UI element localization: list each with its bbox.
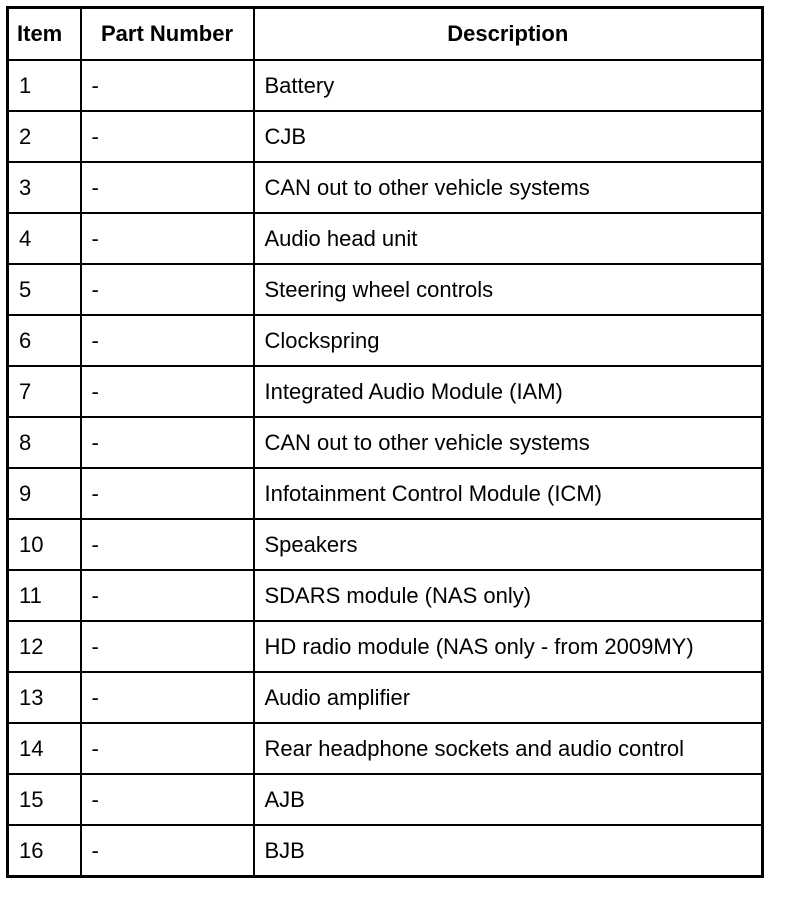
cell-part-number: - [81, 264, 254, 315]
cell-item: 14 [8, 723, 81, 774]
cell-item: 11 [8, 570, 81, 621]
cell-part-number: - [81, 417, 254, 468]
cell-item: 9 [8, 468, 81, 519]
cell-description: Infotainment Control Module (ICM) [254, 468, 763, 519]
cell-item: 15 [8, 774, 81, 825]
table-row [8, 366, 763, 417]
cell-description: Rear headphone sockets and audio control [254, 723, 763, 774]
table-body [8, 60, 763, 877]
cell-item: 3 [8, 162, 81, 213]
cell-part-number: - [81, 366, 254, 417]
header-item: Item [8, 8, 81, 61]
table-row [8, 672, 763, 723]
header-part-number: Part Number [81, 8, 254, 61]
cell-item: 4 [8, 213, 81, 264]
cell-part-number: - [81, 213, 254, 264]
table-row [8, 111, 763, 162]
cell-description: Audio head unit [254, 213, 763, 264]
cell-item: 6 [8, 315, 81, 366]
cell-item: 10 [8, 519, 81, 570]
cell-description: Speakers [254, 519, 763, 570]
cell-item: 5 [8, 264, 81, 315]
cell-description: Audio amplifier [254, 672, 763, 723]
cell-item: 16 [8, 825, 81, 877]
cell-part-number: - [81, 315, 254, 366]
cell-part-number: - [81, 60, 254, 111]
cell-description: CJB [254, 111, 763, 162]
cell-part-number: - [81, 672, 254, 723]
table-row [8, 723, 763, 774]
cell-part-number: - [81, 723, 254, 774]
cell-description: CAN out to other vehicle systems [254, 162, 763, 213]
table-row [8, 417, 763, 468]
cell-item: 8 [8, 417, 81, 468]
cell-description: Steering wheel controls [254, 264, 763, 315]
header-row [8, 8, 763, 61]
cell-item: 12 [8, 621, 81, 672]
cell-description: Battery [254, 60, 763, 111]
cell-description: Integrated Audio Module (IAM) [254, 366, 763, 417]
cell-description: AJB [254, 774, 763, 825]
table-row [8, 315, 763, 366]
table-row [8, 825, 763, 877]
cell-part-number: - [81, 111, 254, 162]
header-description: Description [254, 8, 763, 61]
table-row [8, 570, 763, 621]
cell-description: Clockspring [254, 315, 763, 366]
cell-part-number: - [81, 825, 254, 877]
table-row [8, 468, 763, 519]
table-row [8, 162, 763, 213]
table-row [8, 621, 763, 672]
cell-description: SDARS module (NAS only) [254, 570, 763, 621]
cell-part-number: - [81, 621, 254, 672]
cell-description: CAN out to other vehicle systems [254, 417, 763, 468]
table-row [8, 519, 763, 570]
cell-part-number: - [81, 519, 254, 570]
cell-part-number: - [81, 570, 254, 621]
table-row [8, 213, 763, 264]
parts-table [6, 6, 764, 878]
table-row [8, 774, 763, 825]
cell-part-number: - [81, 774, 254, 825]
cell-part-number: - [81, 468, 254, 519]
cell-description: BJB [254, 825, 763, 877]
cell-item: 2 [8, 111, 81, 162]
table-row [8, 60, 763, 111]
cell-item: 1 [8, 60, 81, 111]
table-row [8, 264, 763, 315]
cell-part-number: - [81, 162, 254, 213]
cell-item: 13 [8, 672, 81, 723]
cell-item: 7 [8, 366, 81, 417]
cell-description: HD radio module (NAS only - from 2009MY) [254, 621, 763, 672]
